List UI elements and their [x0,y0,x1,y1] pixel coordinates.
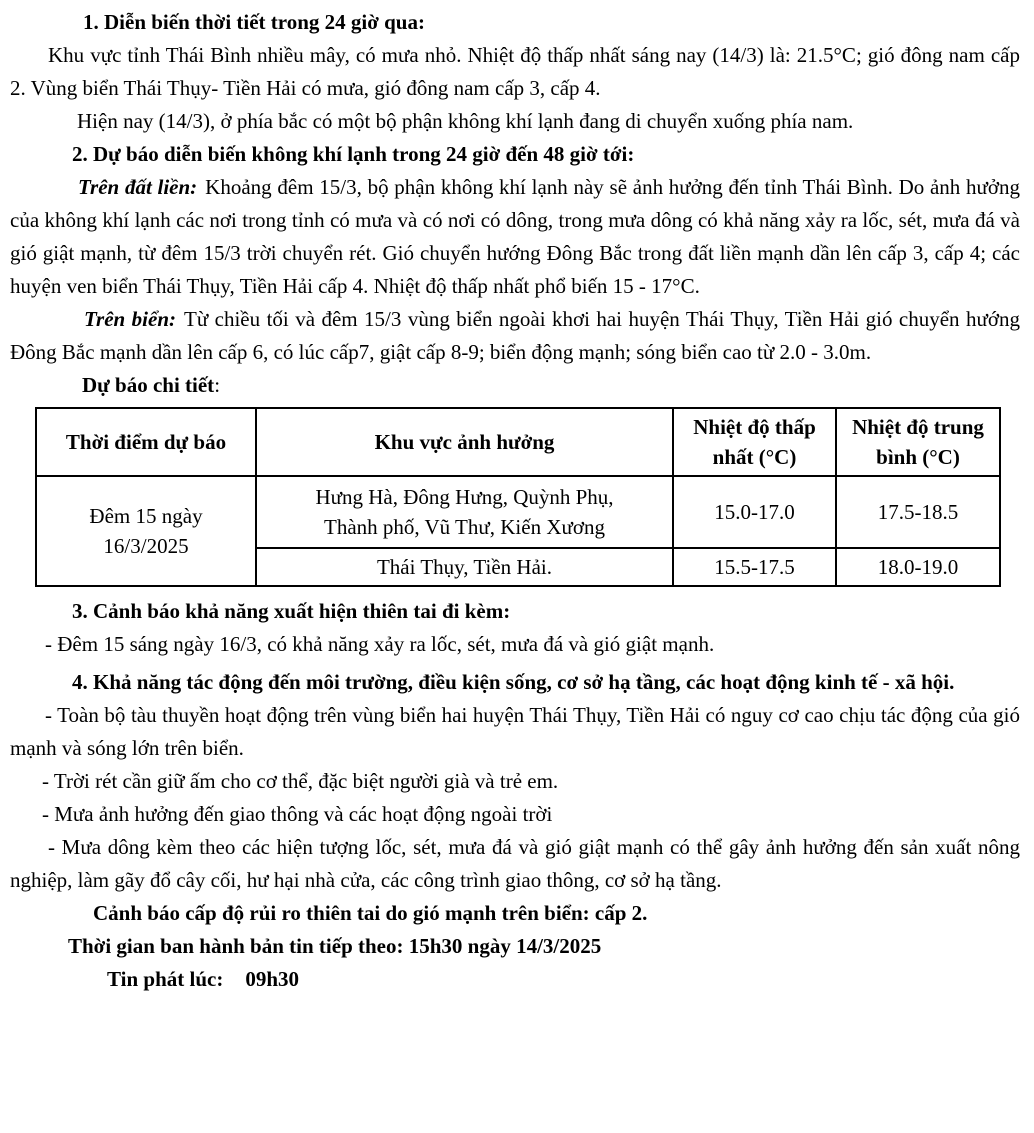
onsea-label: Trên biển: [84,307,176,331]
section3-bullet: - Đêm 15 sáng ngày 16/3, có khả năng xảy ra lốc, sét, mưa đá và gió giật mạnh. [45,632,715,656]
onland-label: Trên đất liền: [78,175,198,199]
detail-forecast-caption [10,369,1020,402]
section4-bullet-ships: - Toàn bộ tàu thuyền hoạt động trên vùng biển hai huyện Thái Thụy, Tiền Hải có nguy cơ cao chịu tác động của gió mạnh và sóng lớn trên biển. [10,703,1020,760]
column-header-affected-area: Khu vực ảnh hưởng [256,408,673,476]
section4-bullet-rain-traffic: - Mưa ảnh hưởng đến giao thông và các hoạt động ngoài trời [42,802,553,826]
section2-onsea-paragraph [10,303,1020,369]
section4-bullet-cold: - Trời rét cần giữ ấm cho cơ thể, đặc biệt người già và trẻ em. [42,769,559,793]
cell-avg-temp-row1: 17.5-18.5 [836,476,1000,548]
section2-onland-paragraph [10,171,1020,303]
forecast-time-text: Đêm 15 ngày 16/3/2025 [89,504,203,558]
section1-paragraph-coldair: Hiện nay (14/3), ở phía bắc có một bộ phận không khí lạnh đang di chuyển xuống phía nam. [77,109,854,133]
cell-forecast-time [36,476,256,586]
cell-area-row1 [256,476,673,548]
area-row1-text: Hưng Hà, Đông Hưng, Quỳnh Phụ, Thành phố, Vũ Thư, Kiến Xương [315,485,614,539]
footer-issued-line [10,963,1020,996]
cell-area-row2: Thái Thụy, Tiền Hải. [256,548,673,586]
column-header-avg-temp: Nhiệt độ trung bình (°C) [836,408,1000,476]
section2-heading: 2. Dự báo diễn biến không khí lạnh trong 24 giờ đến 48 giờ tới: [72,142,635,166]
cell-min-temp-row1: 15.0-17.0 [673,476,836,548]
detail-forecast-colon: : [214,373,221,397]
forecast-table-header-row [36,408,1000,476]
issued-label: Tin phát lúc: [107,967,224,991]
footer-next-bulletin: Thời gian ban hành bản tin tiếp theo: 15h30 ngày 14/3/2025 [68,934,602,958]
forecast-table [35,407,1001,587]
issued-time: 09h30 [245,967,300,991]
section1-heading: 1. Diễn biến thời tiết trong 24 giờ qua: [83,10,425,34]
section3-heading: 3. Cảnh báo khả năng xuất hiện thiên tai đi kèm: [72,599,511,623]
cell-min-temp-row2: 15.5-17.5 [673,548,836,586]
section1-paragraph-weather: Khu vực tỉnh Thái Bình nhiều mây, có mưa nhỏ. Nhiệt độ thấp nhất sáng nay (14/3) là: 21.5°C; gió đông nam cấp 2. Vùng biển Thái Thụy- Tiền Hải có mưa, gió đông nam cấp 3, cấp 4. [10,43,1020,100]
column-header-forecast-time: Thời điểm dự báo [36,408,256,476]
table-row [36,476,1000,548]
column-header-min-temp: Nhiệt độ thấp nhất (°C) [673,408,836,476]
onland-text: Khoảng đêm 15/3, bộ phận không khí lạnh này sẽ ảnh hưởng đến tỉnh Thái Bình. Do ảnh hưởng của không khí lạnh các nơi trong tỉnh có mưa và có nơi có dông, trong mưa dông có khả năng xảy ra lốc, sét, mưa đá và gió giật mạnh, từ đêm 15/3 trời chuyển rét. Gió chuyển hướng Đông Bắc trong đất liền mạnh dần lên cấp 3, cấp 4; các huyện ven biển Thái Thụy, Tiền Hải cấp 4. Nhiệt độ thấp nhất phổ biến 15 - 17°C. [10,175,1020,298]
cell-avg-temp-row2: 18.0-19.0 [836,548,1000,586]
section4-bullet-thunderstorm: - Mưa dông kèm theo các hiện tượng lốc, sét, mưa đá và gió giật mạnh có thể gây ảnh hưởng đến sản xuất nông nghiệp, làm gãy đổ cây cối, hư hại nhà cửa, các công trình giao thông, cơ sở hạ tầng. [10,835,1020,892]
detail-forecast-label: Dự báo chi tiết [82,373,215,397]
footer-risk-warning: Cảnh báo cấp độ rủi ro thiên tai do gió mạnh trên biển: cấp 2. [93,901,648,925]
onsea-text: Từ chiều tối và đêm 15/3 vùng biển ngoài khơi hai huyện Thái Thụy, Tiền Hải gió chuyển hướng Đông Bắc mạnh dần lên cấp 6, có lúc cấp7, giật cấp 8-9; biển động mạnh; sóng biển cao từ 2.0 - 3.0m. [10,307,1020,364]
section4-heading: 4. Khả năng tác động đến môi trường, điều kiện sống, cơ sở hạ tầng, các hoạt động kinh tế - xã hội. [72,670,955,694]
